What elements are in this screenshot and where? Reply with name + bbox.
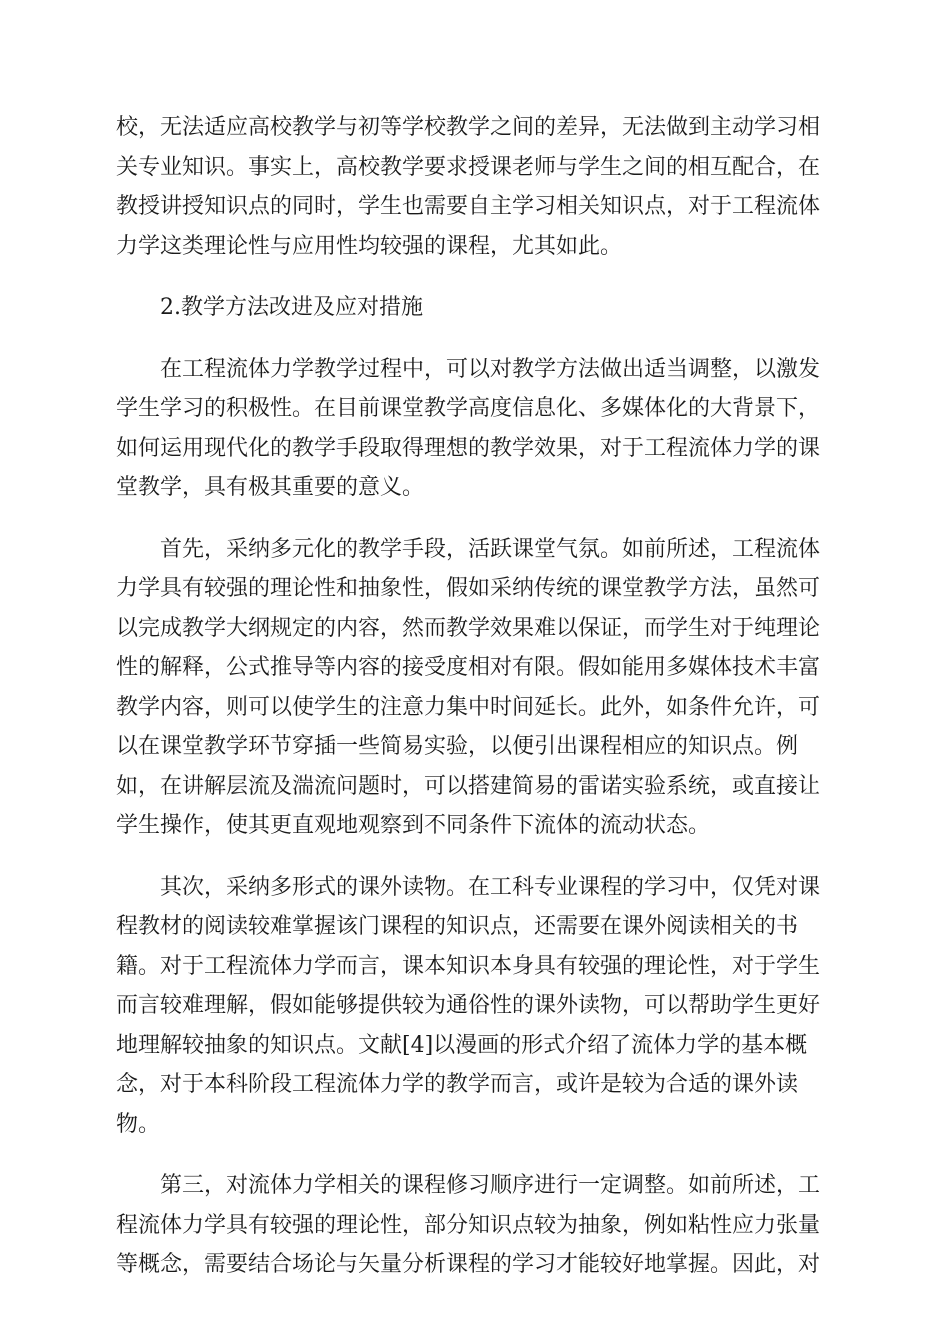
text-line: 念，对于本科阶段工程流体力学的教学而言，或许是较为合适的课外读 xyxy=(116,1072,799,1097)
paragraph-gap xyxy=(116,508,836,530)
text-line: 以在课堂教学环节穿插一些简易实验，以便引出课程相应的知识点。例 xyxy=(116,734,799,759)
paragraph xyxy=(116,1166,836,1285)
paragraph-continuation xyxy=(116,108,836,266)
text-line: 堂教学，具有极其重要的意义。 xyxy=(116,475,425,500)
heading-text: 2.教学方法改进及应对措施 xyxy=(160,295,423,320)
text-line: 如，在讲解层流及湍流问题时，可以搭建简易的雷诺实验系统，或直接让 xyxy=(116,773,821,799)
paragraph-gap xyxy=(116,328,836,350)
text-line: 力学具有较强的理论性和抽象性，假如采纳传统的课堂教学方法，虽然可 xyxy=(116,576,821,601)
text-line: 教学内容，则可以使学生的注意力集中时间延长。此外，如条件允许，可 xyxy=(116,694,821,720)
text-line: 力学这类理论性与应用性均较强的课程，尤其如此。 xyxy=(116,233,623,259)
text-line: 物。 xyxy=(116,1111,161,1137)
text-line: 性的解释，公式推导等内容的接受度相对有限。假如能用多媒体技术丰富 xyxy=(116,655,821,680)
document-body xyxy=(116,108,836,1285)
section-heading xyxy=(116,288,836,328)
paragraph xyxy=(116,868,836,1145)
text-line: 等概念，需要结合场论与矢量分析课程的学习才能较好地掌握。因此，对 xyxy=(116,1252,821,1277)
text-line: 校，无法适应高校教学与初等学校教学之间的差异，无法做到主动学习相 xyxy=(116,115,821,140)
text-line: 学生操作，使其更直观地观察到不同条件下流体的流动状态。 xyxy=(116,813,711,838)
text-line: 第三，对流体力学相关的课程修习顺序进行一定调整。如前所述，工 xyxy=(160,1173,821,1198)
text-line: 首先，采纳多元化的教学手段，活跃课堂气氛。如前所述，工程流体 xyxy=(160,536,821,562)
text-line: 学生学习的积极性。在目前课堂教学高度信息化、多媒体化的大背景下， xyxy=(116,396,821,421)
text-line: 以完成教学大纲规定的内容，然而教学效果难以保证，而学生对于纯理论 xyxy=(116,615,821,641)
text-line: 其次，采纳多形式的课外读物。在工科专业课程的学习中，仅凭对课 xyxy=(160,874,821,900)
text-line: 程流体力学具有较强的理论性，部分知识点较为抽象，例如粘性应力张量 xyxy=(116,1212,821,1238)
text-line: 关专业知识。事实上，高校教学要求授课老师与学生之间的相互配合，在 xyxy=(116,154,821,180)
text-line: 籍。对于工程流体力学而言，课本知识本身具有较强的理论性，对于学生 xyxy=(116,953,821,979)
paragraph-gap xyxy=(116,846,836,868)
text-line: 在工程流体力学教学过程中，可以对教学方法做出适当调整，以激发 xyxy=(160,356,821,382)
paragraph-gap xyxy=(116,1144,836,1166)
text-line: 地理解较抽象的知识点。文献[4]以漫画的形式介绍了流体力学的基本概 xyxy=(116,1032,808,1058)
text-line: 如何运用现代化的教学手段取得理想的教学效果，对于工程流体力学的课 xyxy=(116,435,821,461)
paragraph-gap xyxy=(116,266,836,288)
paragraph xyxy=(116,350,836,508)
text-line: 而言较难理解，假如能够提供较为通俗性的课外读物，可以帮助学生更好 xyxy=(116,993,821,1018)
text-line: 程教材的阅读较难掌握该门课程的知识点，还需要在课外阅读相关的书 xyxy=(116,914,799,939)
paragraph xyxy=(116,530,836,846)
text-line: 教授讲授知识点的同时，学生也需要自主学习相关知识点，对于工程流体 xyxy=(116,194,821,219)
